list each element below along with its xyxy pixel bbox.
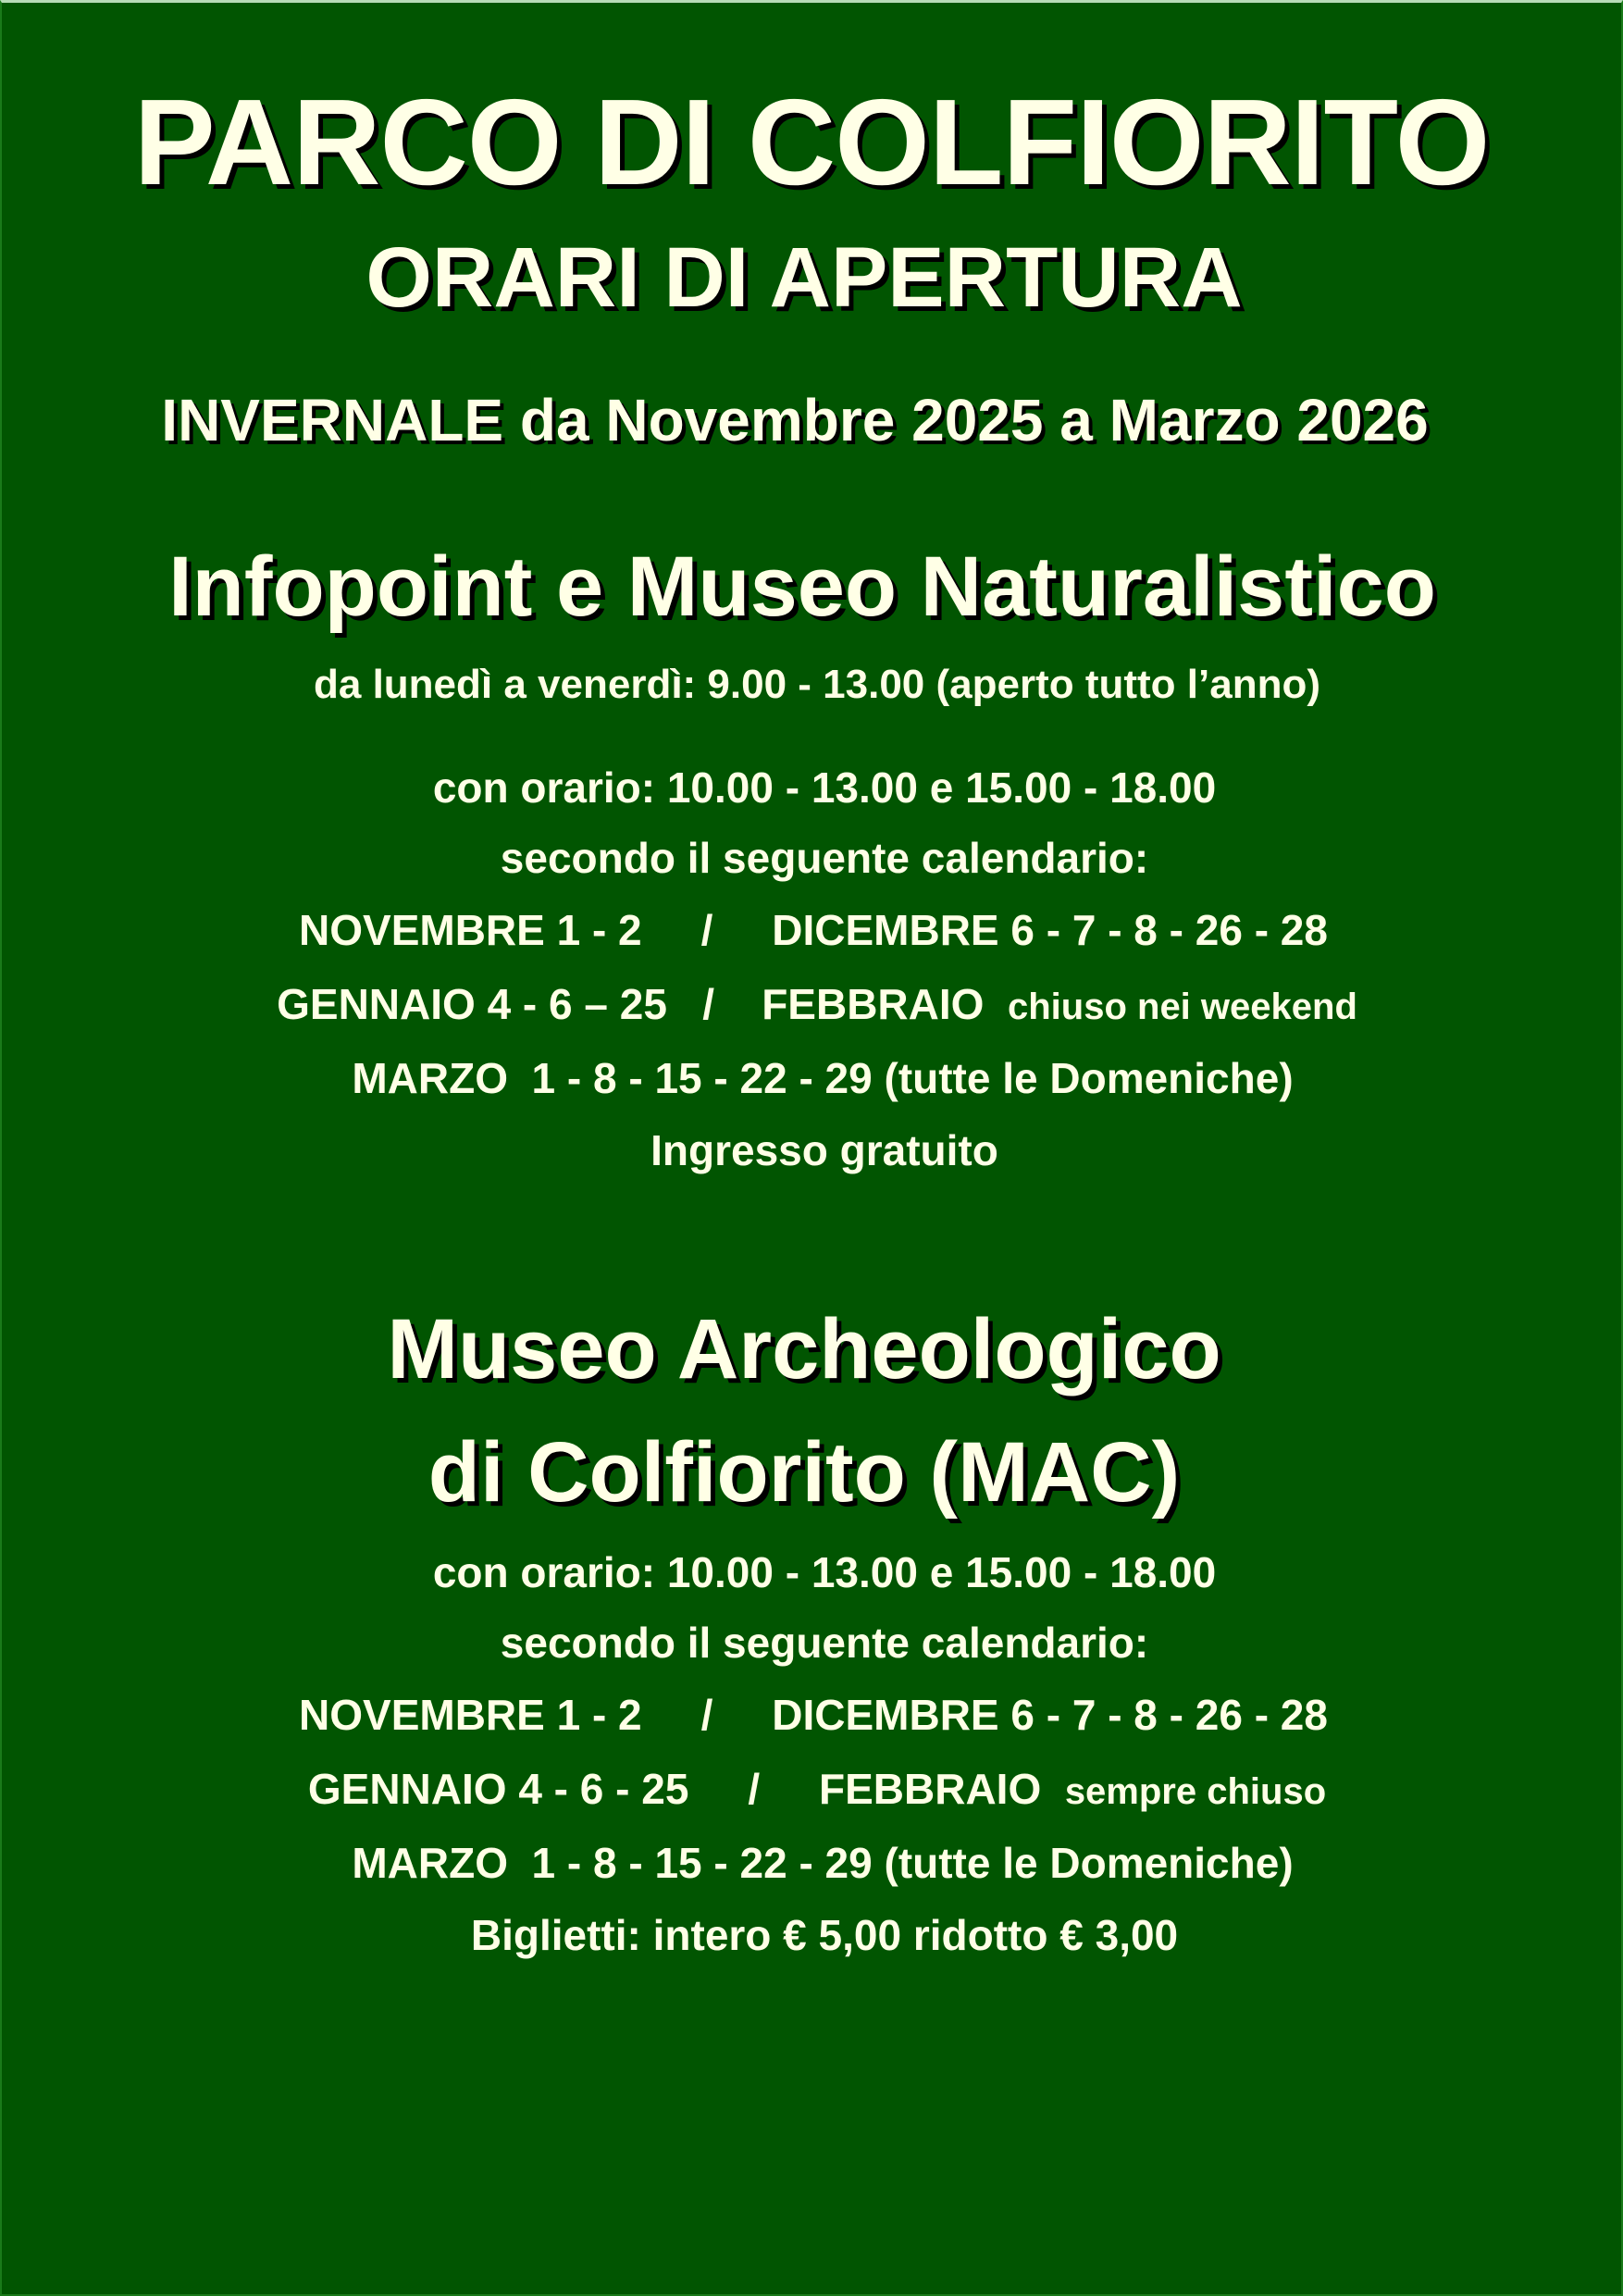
infopoint-weekday-hours: da lunedì a venerdì: 9.00 - 13.00 (aperto tutto l’anno) (314, 662, 1320, 707)
calendar-month-right: FEBBRAIO (819, 1765, 1042, 1813)
mac-hours: con orario: 10.00 - 13.00 e 15.00 - 18.00 (432, 1548, 1217, 1596)
mac-calendar-intro: secondo il seguente calendario: (500, 1619, 1149, 1667)
calendar-separator: / (700, 906, 713, 954)
calendar-separator: / (700, 1691, 713, 1739)
infopoint-hours: con orario: 10.00 - 13.00 e 15.00 - 18.00 (432, 763, 1217, 812)
calendar-month-right: FEBBRAIO (762, 980, 985, 1028)
mac-calendar-row (11, 1839, 1623, 1887)
page-title: PARCO DI COLFIORITO (133, 74, 1490, 210)
season-period: INVERNALE da Novembre 2025 a Marzo 2026 (161, 387, 1429, 453)
infopoint-entry-price: Ingresso gratuito (650, 1126, 998, 1174)
calendar-month-left: GENNAIO 4 - 6 – 25 (277, 980, 667, 1028)
calendar-note: sempre chiuso (1064, 1771, 1327, 1812)
infopoint-calendar-row (6, 980, 1623, 1028)
mac-ticket-prices: Biglietti: intero € 5,00 ridotto € 3,00 (470, 1911, 1179, 1959)
page-subtitle: ORARI DI APERTURA (365, 230, 1243, 325)
calendar-month-left: NOVEMBRE 1 - 2 (299, 906, 642, 954)
section-heading-mac-line1: Museo Archeologico (387, 1302, 1221, 1396)
infopoint-calendar-row (11, 1054, 1623, 1102)
section-heading-mac-line2: di Colfiorito (MAC) (427, 1425, 1181, 1520)
calendar-month-left: MARZO 1 - 8 - 15 - 22 - 29 (tutte le Domeniche) (352, 1839, 1294, 1887)
calendar-month-right: DICEMBRE 6 - 7 - 8 - 26 - 28 (772, 906, 1328, 954)
calendar-month-left: MARZO 1 - 8 - 15 - 22 - 29 (tutte le Domeniche) (352, 1054, 1294, 1102)
calendar-month-left: GENNAIO 4 - 6 - 25 (307, 1765, 689, 1813)
calendar-month-left: NOVEMBRE 1 - 2 (299, 1691, 642, 1739)
infopoint-calendar-intro: secondo il seguente calendario: (500, 834, 1149, 882)
mac-calendar-row (6, 1765, 1623, 1813)
calendar-separator: / (748, 1765, 761, 1813)
calendar-month-right: DICEMBRE 6 - 7 - 8 - 26 - 28 (772, 1691, 1328, 1739)
calendar-separator: / (702, 980, 715, 1028)
infopoint-calendar-row (2, 906, 1623, 954)
calendar-note: chiuso nei weekend (1007, 987, 1357, 1027)
mac-calendar-row (2, 1691, 1623, 1739)
section-heading-infopoint: Infopoint e Museo Naturalistico (168, 540, 1436, 634)
